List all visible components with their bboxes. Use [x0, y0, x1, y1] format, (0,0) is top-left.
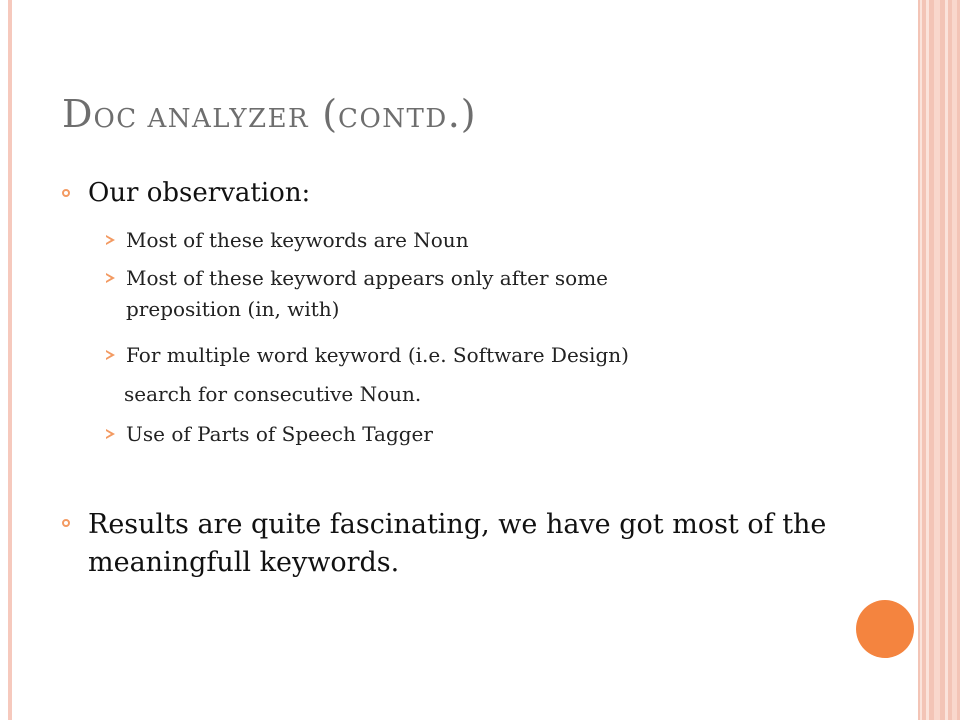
arrow-bullet-icon [106, 350, 115, 360]
bullet-text: Results are quite fascinating, we have got most of the meaningfull keywords. [88, 509, 827, 578]
right-decorative-stripes [918, 0, 960, 720]
bullet-circle-icon [62, 519, 70, 527]
bullet-our-observation [88, 178, 310, 208]
title-paren: ( [309, 92, 339, 136]
sub-bullet-text: search for consecutive Noun. [124, 382, 422, 406]
slide-title [62, 92, 477, 136]
sub-bullet [126, 340, 629, 370]
bullet-results [88, 506, 848, 582]
sub-bullet-text: Most of these keyword appears only after some [126, 266, 608, 290]
sub-bullet-text: For multiple word keyword (i.e. Software Design) [126, 343, 629, 367]
left-border-stripe [8, 0, 12, 720]
sub-bullet-text: Most of these keywords are Noun [126, 228, 469, 252]
bullet-circle-icon [62, 189, 70, 197]
sub-bullet [126, 225, 469, 255]
title-tail: .) [447, 92, 477, 136]
stripe [920, 0, 922, 720]
bullet-text: Our observation: [88, 178, 311, 208]
title-capital: D [62, 92, 94, 136]
arrow-bullet-icon [106, 273, 115, 283]
title-smallcaps: OC ANALYZER [93, 104, 310, 134]
sub-bullet [126, 419, 433, 449]
sub-bullet-text: preposition (in, with) [126, 297, 340, 321]
stripe [934, 0, 940, 720]
sub-bullet-text: Use of Parts of Speech Tagger [126, 422, 433, 446]
sub-bullet-continuation [126, 294, 339, 324]
stripe [952, 0, 957, 720]
arrow-bullet-icon [106, 429, 115, 439]
sub-bullet [126, 263, 608, 293]
title-smallcaps-2: CONTD [338, 104, 448, 134]
sub-bullet-continuation [124, 379, 421, 409]
orange-circle-decoration [856, 600, 914, 658]
stripe [945, 0, 948, 720]
stripe [926, 0, 929, 720]
arrow-bullet-icon [106, 235, 115, 245]
